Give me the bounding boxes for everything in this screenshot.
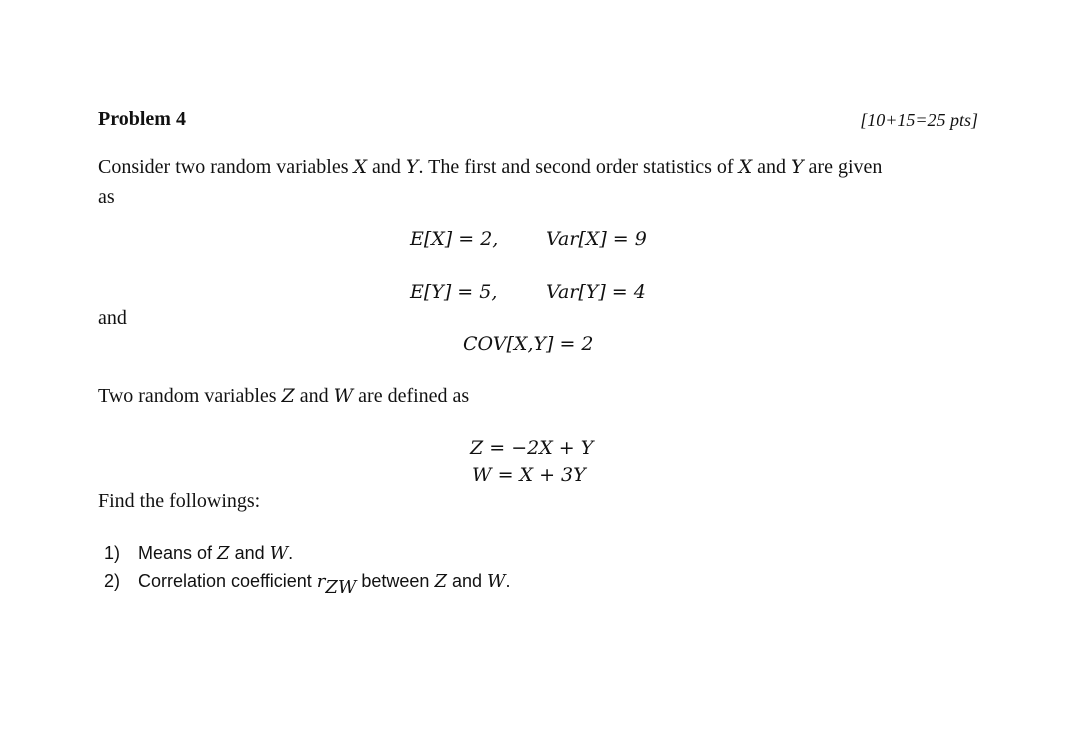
list-text: between <box>356 571 435 591</box>
and-label: and <box>98 307 127 329</box>
equation-ey: E[Y] = 5, <box>410 281 498 303</box>
intro-and: and <box>367 156 406 178</box>
definition-text: Two random variables <box>98 385 282 407</box>
find-label: Find the followings: <box>98 490 261 512</box>
list-item <box>104 571 511 598</box>
definition-line <box>98 385 469 408</box>
intro-line-2: as <box>98 186 115 208</box>
intro-line-1 <box>98 156 882 179</box>
intro-text: Consider two random variables <box>98 156 354 178</box>
var-w: W <box>269 543 289 564</box>
list-text: and <box>229 543 270 563</box>
list-item <box>104 543 293 564</box>
list-text: and <box>446 571 488 591</box>
equation-z: Z = −2X + Y <box>470 437 594 459</box>
intro-text: . The first and second order statistics of <box>418 156 739 178</box>
equation-ex: E[X] = 2, <box>410 228 499 250</box>
points-label: [10+15=25 pts] <box>860 110 978 130</box>
var-w: W <box>487 571 506 592</box>
var-w: W <box>333 385 354 407</box>
subscript-zw: ZW <box>325 577 357 598</box>
list-text: . <box>505 571 511 591</box>
equation-vary: Var[Y] = 4 <box>546 281 646 303</box>
var-y: Y <box>405 156 419 178</box>
list-number: 1) <box>104 543 121 563</box>
var-z: Z <box>281 385 295 407</box>
problem-title: Problem 4 <box>98 108 186 130</box>
list-text: Means of <box>138 543 218 563</box>
definition-text: are defined as <box>353 385 470 407</box>
equation-varx: Var[X] = 9 <box>546 228 647 250</box>
var-z: Z <box>434 571 447 592</box>
intro-text: are given <box>803 156 883 178</box>
list-text: Correlation coefficient <box>138 571 317 591</box>
var-x: X <box>353 156 368 178</box>
definition-and: and <box>294 385 334 407</box>
list-number: 2) <box>104 571 121 591</box>
var-z: Z <box>217 543 230 564</box>
list-text: . <box>288 543 294 563</box>
var-x: X <box>738 156 753 178</box>
equation-cov: COV[X,Y] = 2 <box>463 333 594 355</box>
var-r: r <box>316 571 326 592</box>
var-y: Y <box>791 156 804 178</box>
equation-w: W = X + 3Y <box>472 464 586 486</box>
intro-and: and <box>752 156 791 178</box>
